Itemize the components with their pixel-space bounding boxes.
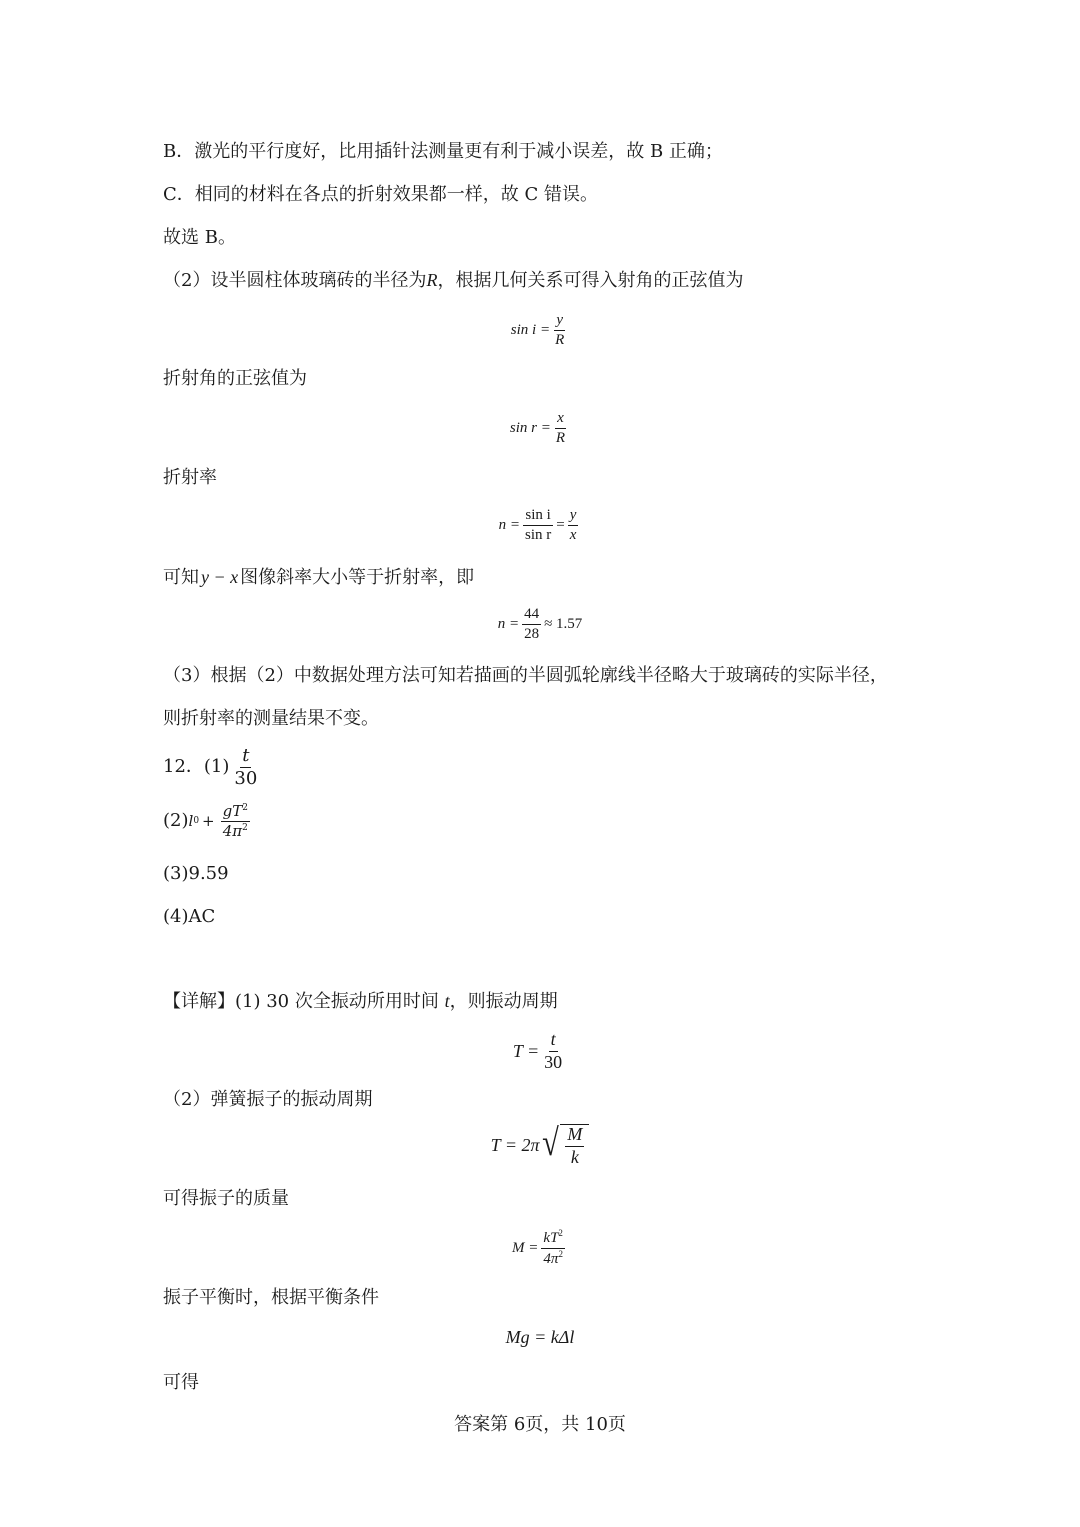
var-R: R [426,270,438,290]
superscript: 2 [558,1248,563,1259]
frac-num: gT [222,802,243,820]
text-line: （3）根据（2）中数据处理方法可知若描画的半圆弧轮廓线半径略大于玻璃砖的实际半径， [163,665,888,686]
text-line: 折射率 [163,467,217,488]
sqrt-sign: √ [541,1122,559,1164]
text-line [163,564,474,591]
equation-n [0,507,1080,543]
eq-lhs: T = 2π [490,1135,540,1156]
text-line: 可得 [163,1372,199,1393]
eq-lhs: M = [512,1239,539,1256]
answer-3: (3)9.59 [163,863,229,884]
text-span: ，根据几何关系可得入射角的正弦值为 [437,270,744,291]
frac-den: 30 [544,1051,563,1072]
frac-num: sin i [523,507,552,526]
eq-lhs: n = [497,615,520,632]
eq-lhs: T = [512,1040,540,1061]
var-l: l [188,812,194,830]
answer-label: (2) [163,810,189,831]
equation-period [0,1124,1080,1168]
frac-den: 4π [543,1250,559,1267]
frac-den: k [570,1146,579,1167]
eq-lhs: sin i = [510,321,551,338]
text-span: 可知 [163,567,199,588]
frac-den: sin r [524,526,552,543]
frac-num: y [568,507,579,526]
frac-num: x [555,410,566,429]
frac-num: kT [543,1230,559,1246]
frac-den: x [569,526,577,543]
answer-2 [163,803,253,839]
var-y-x: y − x [201,567,239,587]
eq-lhs: n = [498,516,520,533]
equation-n-value [0,606,1080,642]
text-line: 则折射率的测量结果不变。 [163,708,379,729]
equation-sin-r [0,410,1080,446]
text-line: 故选 B。 [163,227,236,248]
text-span: （2）设半圆柱体玻璃砖的半径为 [163,270,427,291]
frac-den: 4π [222,821,243,840]
text-span: 【详解】(1) 30 次全振动所用时间 [163,991,439,1012]
equation-balance [0,1327,1080,1348]
equation-sin-i [0,312,1080,348]
frac-den: 30 [234,767,258,789]
answer-1 [163,746,262,789]
equation-T [0,1030,1080,1073]
text-line [163,267,743,294]
frac-num: t [549,1030,558,1052]
eq-rhs: ≈ 1.57 [544,615,583,632]
subscript: 0 [193,816,200,826]
eq-sign: = [556,516,565,533]
text-line: B．激光的平行度好，比用插针法测量更有利于减小误差，故 B 正确； [163,141,723,162]
text-line: 可得振子的质量 [163,1188,289,1209]
text-line: C．相同的材料在各点的折射效果都一样，故 C 错误。 [163,184,598,205]
answer-4: (4)AC [163,906,216,927]
frac-num: t [242,745,250,766]
text-line: （2）弹簧振子的振动周期 [163,1089,373,1110]
frac-den: R [555,331,565,348]
frac-num: M [565,1125,584,1147]
frac-num: y [554,312,565,331]
answer-label: 12．(1) [163,756,230,778]
page-footer: 答案第 6页，共 10页 [454,1414,626,1435]
superscript: 2 [242,803,248,813]
text-line: 折射角的正弦值为 [163,368,307,389]
plus-sign: + [202,812,215,830]
superscript: 2 [242,822,248,833]
eq-lhs: sin r = [509,419,551,436]
frac-den: R [555,429,566,446]
text-span: ，则振动周期 [449,991,558,1012]
equation-mass [0,1229,1080,1267]
var-t: t [444,991,450,1011]
text-span: 图像斜率大小等于折射率，即 [240,567,475,588]
eq-text: Mg = kΔl [505,1327,575,1347]
frac-num: 44 [522,606,541,625]
text-line [163,988,558,1015]
text-line: 振子平衡时，根据平衡条件 [163,1287,379,1308]
superscript: 2 [558,1228,563,1238]
frac-den: 28 [524,625,540,642]
